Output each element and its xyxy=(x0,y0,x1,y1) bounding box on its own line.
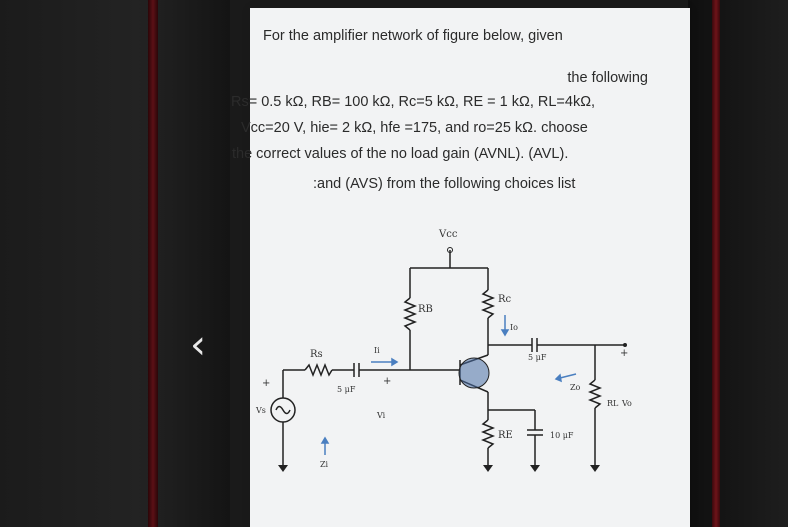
label-rb: RB xyxy=(418,304,433,315)
label-ii: Ii xyxy=(374,346,380,355)
label-io: Io xyxy=(510,323,518,332)
problem-line-1: For the amplifier network of figure below, given xyxy=(263,28,563,44)
label-zo: Zo xyxy=(570,383,581,392)
label-vs: Vs xyxy=(256,406,266,415)
plus-sign-input: + xyxy=(262,378,271,389)
phone-edge-right xyxy=(712,0,720,527)
amplifier-circuit-diagram xyxy=(250,215,690,527)
problem-line-6: :and (AVS) from the following choices list xyxy=(313,176,576,192)
label-vcc: Vcc xyxy=(439,229,458,240)
problem-line-3: Rs= 0.5 kΩ, RB= 100 kΩ, Rc=5 kΩ, RE = 1 kΩ, RL=4kΩ, xyxy=(231,94,596,110)
label-rl: RL xyxy=(607,399,619,408)
label-zi: Zi xyxy=(320,460,329,469)
label-ce: 10 μF xyxy=(550,431,574,440)
plus-sign-output: + xyxy=(620,348,629,359)
label-cout: 5 μF xyxy=(528,353,547,362)
phone-edge-left xyxy=(148,0,158,527)
label-vi: Vi xyxy=(377,411,386,420)
problem-line-4: Vcc=20 V, hie= 2 kΩ, hfe =175, and ro=25 kΩ. choose xyxy=(241,120,588,136)
phone-bezel-right xyxy=(688,0,788,527)
back-arrow-icon[interactable]: ‹ xyxy=(190,322,206,368)
plus-sign-cin: + xyxy=(383,376,392,387)
phone-bezel-left xyxy=(0,0,230,527)
label-vo: Vo xyxy=(622,399,632,408)
problem-line-5: the correct values of the no load gain (AVNL). (AVL). xyxy=(232,146,569,162)
label-rs: Rs xyxy=(310,349,323,360)
problem-line-2: the following xyxy=(567,70,648,86)
label-cin: 5 μF xyxy=(337,385,356,394)
label-re: RE xyxy=(498,430,513,441)
label-rc: Rc xyxy=(498,294,512,305)
